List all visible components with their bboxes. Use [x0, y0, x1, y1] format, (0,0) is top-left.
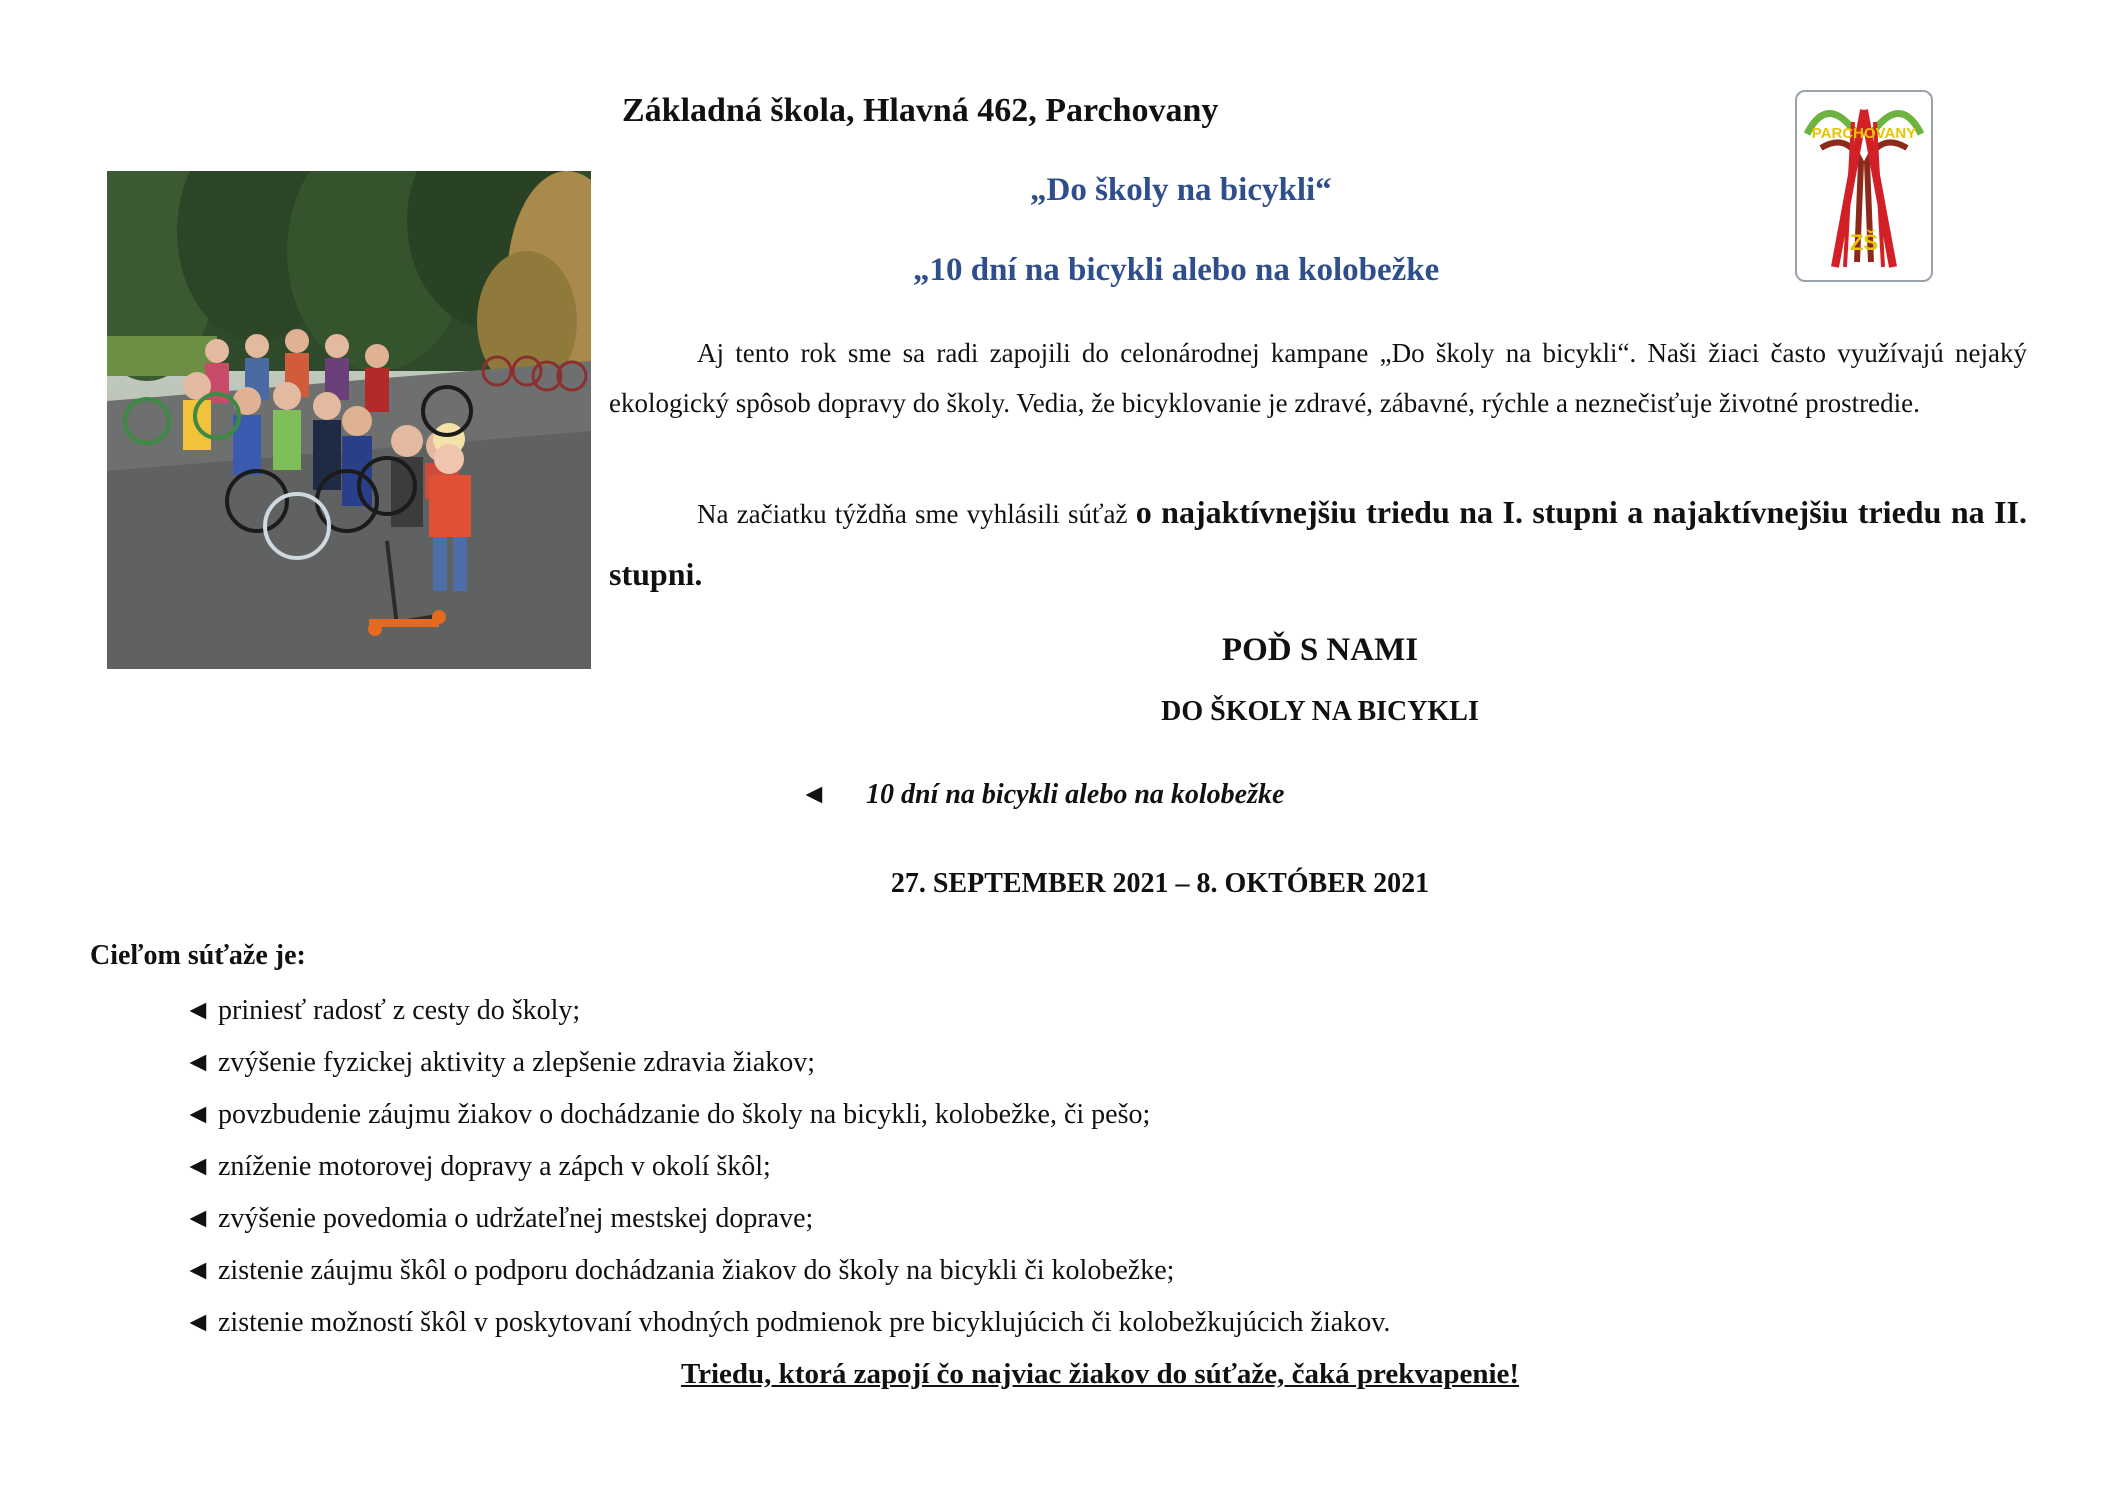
triangle-left-icon: ◄: [184, 1307, 212, 1338]
contest-paragraph: [609, 482, 2027, 606]
campaign-title: „Do školy na bicykli“: [1030, 172, 1332, 208]
triangle-left-icon: ◄: [184, 1047, 212, 1078]
campaign-dates: 27. SEPTEMBER 2021 – 8. OKTÓBER 2021: [890, 868, 1430, 899]
days-bullet-text: 10 dní na bicykli alebo na kolobežke: [866, 779, 1285, 810]
logo-text-top: PARCHOVANY: [1811, 125, 1917, 142]
school-logo: [1795, 90, 1933, 282]
triangle-left-icon: ◄: [184, 1255, 212, 1286]
goals-heading: Cieľom súťaže je:: [90, 940, 306, 971]
list-item: [184, 1193, 1884, 1245]
come-with-us-heading: POĎ S NAMI: [1221, 632, 1419, 668]
goal-text: povzbudenie záujmu žiakov o dochádzanie do školy na bicykli, kolobežke, či pešo;: [218, 1099, 1151, 1130]
to-school-by-bike-heading: DO ŠKOLY NA BICYKLI: [1161, 696, 1479, 727]
triangle-left-icon: ◄: [184, 1099, 212, 1130]
contest-text-bold: o najaktívnejšiu triedu na I. stupni a najaktívnejšiu triedu na II. stupni.: [609, 494, 2028, 592]
goal-text: priniesť radosť z cesty do školy;: [218, 995, 581, 1026]
children-with-bicycles-photo: [107, 171, 591, 669]
intro-paragraph: [609, 328, 2027, 428]
goals-list: [184, 985, 1884, 1349]
goal-text: zvýšenie fyzickej aktivity a zlepšenie zdravia žiakov;: [218, 1047, 816, 1078]
list-item: [184, 985, 1884, 1037]
goal-text: zníženie motorovej dopravy a zápch v okolí škôl;: [218, 1151, 771, 1182]
surprise-note: Triedu, ktorá zapojí čo najviac žiakov do súťaže, čaká prekvapenie!: [680, 1358, 1520, 1390]
logo-text-bottom: ZŠ: [1849, 230, 1879, 255]
logo-graphic: [1797, 92, 1931, 280]
triangle-left-icon: ◄: [800, 779, 828, 810]
list-item: [184, 1089, 1884, 1141]
campaign-subtitle: „10 dní na bicykli alebo na kolobežke: [913, 252, 1440, 288]
contest-text: Na začiatku týždňa sme vyhlásili súťaž: [697, 499, 1136, 529]
goal-text: zistenie možností škôl v poskytovaní vhodných podmienok pre bicyklujúcich či kolobežkujúcich žiakov.: [218, 1307, 1391, 1338]
list-item: [184, 1297, 1884, 1349]
goal-text: zvýšenie povedomia o udržateľnej mestskej doprave;: [218, 1203, 814, 1234]
photo-illustration: [107, 171, 591, 669]
triangle-left-icon: ◄: [184, 1203, 212, 1234]
days-bullet-item: [800, 779, 1284, 811]
triangle-left-icon: ◄: [184, 1151, 212, 1182]
goal-text: zistenie záujmu škôl o podporu dochádzania žiakov do školy na bicykli či kolobežke;: [218, 1255, 1175, 1286]
intro-text: Aj tento rok sme sa radi zapojili do celonárodnej kampane „Do školy na bicykli“. Naši žiaci často využívajú nejaký ekologický spôsob dopravy do školy. Vedia, že bicyklovanie je zdravé, zábavné, rýchle a neznečisťuje životné prostredie.: [609, 338, 2027, 418]
triangle-left-icon: ◄: [184, 995, 212, 1026]
list-item: [184, 1245, 1884, 1297]
school-name: Základná škola, Hlavná 462, Parchovany: [622, 92, 1219, 129]
list-item: [184, 1037, 1884, 1089]
list-item: [184, 1141, 1884, 1193]
